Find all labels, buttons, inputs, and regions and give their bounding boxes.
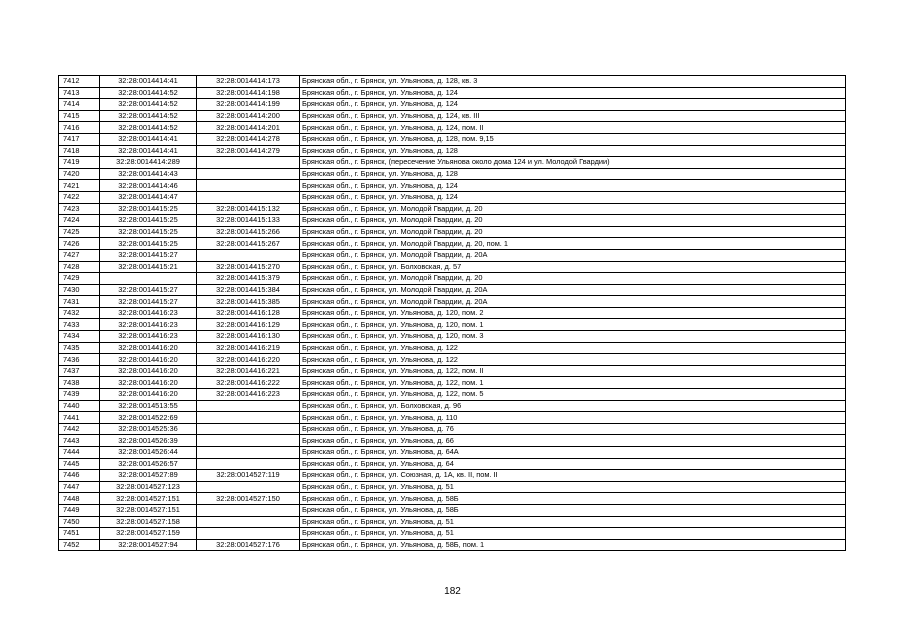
cadastral-number-cell: 32:28:0014416:20 (100, 354, 197, 366)
address-cell: Брянская обл., г. Брянск, ул. Ульянова, д. 128 (300, 168, 846, 180)
cadastral-number-cell: 32:28:0014416:20 (100, 342, 197, 354)
table-row (59, 412, 846, 424)
object-cadastral-number-cell (197, 528, 300, 540)
address-cell: Брянская обл., г. Брянск, ул. Ульянова, д. 51 (300, 528, 846, 540)
row-number-cell: 7421 (59, 180, 100, 192)
row-number-cell: 7427 (59, 249, 100, 261)
row-number-cell: 7417 (59, 133, 100, 145)
cadastral-number-cell (100, 273, 197, 285)
address-cell: Брянская обл., г. Брянск, ул. Ульянова, д. 58Б (300, 493, 846, 505)
table-row (59, 296, 846, 308)
address-cell: Брянская обл., г. Брянск, ул. Ульянова, д. 76 (300, 423, 846, 435)
object-cadastral-number-cell: 32:28:0014415:385 (197, 296, 300, 308)
table-row (59, 389, 846, 401)
object-cadastral-number-cell (197, 191, 300, 203)
table-row (59, 273, 846, 285)
object-cadastral-number-cell: 32:28:0014415:266 (197, 226, 300, 238)
address-cell: Брянская обл., г. Брянск, ул. Ульянова, д. 51 (300, 516, 846, 528)
row-number-cell: 7414 (59, 99, 100, 111)
address-cell: Брянская обл., г. Брянск, ул. Ульянова, д. 124 (300, 99, 846, 111)
table-row (59, 354, 846, 366)
address-cell: Брянская обл., г. Брянск, ул. Ульянова, д. 124 (300, 180, 846, 192)
row-number-cell: 7420 (59, 168, 100, 180)
object-cadastral-number-cell (197, 458, 300, 470)
row-number-cell: 7451 (59, 528, 100, 540)
address-cell: Брянская обл., г. Брянск, ул. Ульянова, д. 64А (300, 447, 846, 459)
cadastral-number-cell: 32:28:0014527:94 (100, 539, 197, 551)
address-cell: Брянская обл., г. Брянск, ул. Ульянова, д. 64 (300, 458, 846, 470)
cadastral-number-cell: 32:28:0014416:20 (100, 389, 197, 401)
address-cell: Брянская обл., г. Брянск, ул. Ульянова, д. 122 (300, 342, 846, 354)
cadastral-number-cell: 32:28:0014526:44 (100, 447, 197, 459)
table-row (59, 122, 846, 134)
row-number-cell: 7441 (59, 412, 100, 424)
table-row (59, 76, 846, 88)
address-cell: Брянская обл., г. Брянск, ул. Ульянова, д. 122 (300, 354, 846, 366)
object-cadastral-number-cell: 32:28:0014416:220 (197, 354, 300, 366)
row-number-cell: 7428 (59, 261, 100, 273)
address-cell: Брянская обл., г. Брянск, ул. Молодой Гвардии, д. 20 (300, 215, 846, 227)
cadastral-number-cell: 32:28:0014414:52 (100, 99, 197, 111)
object-cadastral-number-cell: 32:28:0014414:201 (197, 122, 300, 134)
row-number-cell: 7446 (59, 470, 100, 482)
object-cadastral-number-cell (197, 504, 300, 516)
row-number-cell: 7432 (59, 307, 100, 319)
object-cadastral-number-cell: 32:28:0014416:130 (197, 331, 300, 343)
address-cell: Брянская обл., г. Брянск, ул. Ульянова, д. 122, пом. 5 (300, 389, 846, 401)
row-number-cell: 7423 (59, 203, 100, 215)
address-cell: Брянская обл., г. Брянск, ул. Ульянова, д. 128 (300, 145, 846, 157)
address-cell: Брянская обл., г. Брянск, ул. Ульянова, д. 58Б, пом. 1 (300, 539, 846, 551)
address-cell: Брянская обл., г. Брянск, ул. Молодой Гвардии, д. 20А (300, 296, 846, 308)
object-cadastral-number-cell: 32:28:0014415:267 (197, 238, 300, 250)
table-row (59, 365, 846, 377)
table-row (59, 249, 846, 261)
object-cadastral-number-cell: 32:28:0014415:132 (197, 203, 300, 215)
cadastral-number-cell: 32:28:0014414:52 (100, 110, 197, 122)
address-cell: Брянская обл., г. Брянск, ул. Ульянова, д. 122, пом. II (300, 365, 846, 377)
row-number-cell: 7413 (59, 87, 100, 99)
row-number-cell: 7448 (59, 493, 100, 505)
object-cadastral-number-cell: 32:28:0014527:119 (197, 470, 300, 482)
cadastral-number-cell: 32:28:0014525:36 (100, 423, 197, 435)
cadastral-number-cell: 32:28:0014415:27 (100, 296, 197, 308)
cadastral-number-cell: 32:28:0014414:47 (100, 191, 197, 203)
address-cell: Брянская обл., г. Брянск, ул. Ульянова, д. 110 (300, 412, 846, 424)
row-number-cell: 7422 (59, 191, 100, 203)
row-number-cell: 7449 (59, 504, 100, 516)
cadastral-number-cell: 32:28:0014527:159 (100, 528, 197, 540)
table-row (59, 203, 846, 215)
object-cadastral-number-cell: 32:28:0014416:222 (197, 377, 300, 389)
row-number-cell: 7447 (59, 481, 100, 493)
cadastral-number-cell: 32:28:0014414:46 (100, 180, 197, 192)
page-number: 182 (444, 586, 461, 597)
table-row (59, 435, 846, 447)
address-cell: Брянская обл., г. Брянск, ул. Ульянова, д. 120, пом. 3 (300, 331, 846, 343)
table-row (59, 423, 846, 435)
cadastral-number-cell: 32:28:0014415:25 (100, 226, 197, 238)
cadastral-number-cell: 32:28:0014414:41 (100, 133, 197, 145)
object-cadastral-number-cell (197, 481, 300, 493)
table-row (59, 342, 846, 354)
cadastral-number-cell: 32:28:0014414:52 (100, 122, 197, 134)
row-number-cell: 7430 (59, 284, 100, 296)
object-cadastral-number-cell: 32:28:0014414:279 (197, 145, 300, 157)
cadastral-number-cell: 32:28:0014415:25 (100, 215, 197, 227)
object-cadastral-number-cell: 32:28:0014416:129 (197, 319, 300, 331)
cadastral-number-cell: 32:28:0014414:289 (100, 157, 197, 169)
address-cell: Брянская обл., г. Брянск, ул. Молодой Гвардии, д. 20А (300, 249, 846, 261)
cadastral-number-cell: 32:28:0014527:151 (100, 504, 197, 516)
address-cell: Брянская обл., г. Брянск, ул. Ульянова, д. 128, пом. 9,15 (300, 133, 846, 145)
table-row (59, 168, 846, 180)
address-cell: Брянская обл., г. Брянск, ул. Ульянова, д. 120, пом. 1 (300, 319, 846, 331)
address-cell: Брянская обл., г. Брянск, ул. Ульянова, д. 66 (300, 435, 846, 447)
address-cell: Брянская обл., г. Брянск, ул. Болховская, д. 57 (300, 261, 846, 273)
object-cadastral-number-cell: 32:28:0014415:133 (197, 215, 300, 227)
object-cadastral-number-cell (197, 423, 300, 435)
address-cell: Брянская обл., г. Брянск, ул. Молодой Гвардии, д. 20А (300, 284, 846, 296)
table-row (59, 110, 846, 122)
row-number-cell: 7434 (59, 331, 100, 343)
object-cadastral-number-cell: 32:28:0014416:128 (197, 307, 300, 319)
cadastral-number-cell: 32:28:0014527:158 (100, 516, 197, 528)
object-cadastral-number-cell: 32:28:0014527:150 (197, 493, 300, 505)
address-cell: Брянская обл., г. Брянск, ул. Болховская, д. 96 (300, 400, 846, 412)
cadastral-number-cell: 32:28:0014415:21 (100, 261, 197, 273)
table-row (59, 516, 846, 528)
row-number-cell: 7419 (59, 157, 100, 169)
object-cadastral-number-cell (197, 435, 300, 447)
address-cell: Брянская обл., г. Брянск, ул. Ульянова, д. 58Б (300, 504, 846, 516)
object-cadastral-number-cell: 32:28:0014416:221 (197, 365, 300, 377)
row-number-cell: 7416 (59, 122, 100, 134)
address-cell: Брянская обл., г. Брянск, ул. Молодой Гвардии, д. 20 (300, 273, 846, 285)
row-number-cell: 7439 (59, 389, 100, 401)
table-row (59, 157, 846, 169)
table-row (59, 539, 846, 551)
address-cell: Брянская обл., г. Брянск, ул. Ульянова, д. 124, пом. II (300, 122, 846, 134)
table-row (59, 133, 846, 145)
cadastral-number-cell: 32:28:0014416:20 (100, 365, 197, 377)
table-row (59, 458, 846, 470)
object-cadastral-number-cell (197, 412, 300, 424)
address-cell: Брянская обл., г. Брянск, ул. Ульянова, д. 122, пом. 1 (300, 377, 846, 389)
row-number-cell: 7433 (59, 319, 100, 331)
row-number-cell: 7424 (59, 215, 100, 227)
cadastral-number-cell: 32:28:0014414:43 (100, 168, 197, 180)
object-cadastral-number-cell: 32:28:0014414:198 (197, 87, 300, 99)
address-cell: Брянская обл., г. Брянск, ул. Ульянова, д. 124, кв. III (300, 110, 846, 122)
row-number-cell: 7436 (59, 354, 100, 366)
cadastral-number-cell: 32:28:0014415:25 (100, 203, 197, 215)
address-cell: Брянская обл., г. Брянск, ул. Ульянова, д. 51 (300, 481, 846, 493)
cadastral-number-cell: 32:28:0014416:23 (100, 319, 197, 331)
table-row (59, 319, 846, 331)
cadastral-number-cell: 32:28:0014414:41 (100, 145, 197, 157)
object-cadastral-number-cell (197, 180, 300, 192)
table-row (59, 215, 846, 227)
table-row (59, 145, 846, 157)
table-row (59, 377, 846, 389)
row-number-cell: 7418 (59, 145, 100, 157)
cadastral-number-cell: 32:28:0014527:89 (100, 470, 197, 482)
object-cadastral-number-cell: 32:28:0014414:278 (197, 133, 300, 145)
table-row (59, 284, 846, 296)
cadastral-number-cell: 32:28:0014526:39 (100, 435, 197, 447)
cadastral-number-cell: 32:28:0014415:27 (100, 249, 197, 261)
cadastral-number-cell: 32:28:0014414:52 (100, 87, 197, 99)
cadastral-number-cell: 32:28:0014416:23 (100, 331, 197, 343)
table-row (59, 331, 846, 343)
table-row (59, 400, 846, 412)
cadastral-number-cell: 32:28:0014513:55 (100, 400, 197, 412)
table-row (59, 87, 846, 99)
object-cadastral-number-cell (197, 447, 300, 459)
row-number-cell: 7445 (59, 458, 100, 470)
row-number-cell: 7437 (59, 365, 100, 377)
table-row (59, 180, 846, 192)
cadastral-number-cell: 32:28:0014416:23 (100, 307, 197, 319)
row-number-cell: 7443 (59, 435, 100, 447)
object-cadastral-number-cell: 32:28:0014415:384 (197, 284, 300, 296)
address-cell: Брянская обл., г. Брянск, ул. Союзная, д. 1А, кв. II, пом. II (300, 470, 846, 482)
object-cadastral-number-cell: 32:28:0014414:199 (197, 99, 300, 111)
object-cadastral-number-cell (197, 249, 300, 261)
table-row (59, 493, 846, 505)
row-number-cell: 7452 (59, 539, 100, 551)
object-cadastral-number-cell: 32:28:0014416:223 (197, 389, 300, 401)
cadastral-number-cell: 32:28:0014527:151 (100, 493, 197, 505)
table-row (59, 528, 846, 540)
row-number-cell: 7425 (59, 226, 100, 238)
table-row (59, 226, 846, 238)
table-row (59, 481, 846, 493)
cadastral-number-cell: 32:28:0014527:123 (100, 481, 197, 493)
address-cell: Брянская обл., г. Брянск, ул. Молодой Гвардии, д. 20 (300, 226, 846, 238)
address-cell: Брянская обл., г. Брянск, ул. Ульянова, д. 128, кв. 3 (300, 76, 846, 88)
table-row (59, 504, 846, 516)
row-number-cell: 7442 (59, 423, 100, 435)
cadastral-number-cell: 32:28:0014415:27 (100, 284, 197, 296)
row-number-cell: 7438 (59, 377, 100, 389)
address-cell: Брянская обл., г. Брянск, (пересечение Ульянова около дома 124 и ул. Молодой Гвардии) (300, 157, 846, 169)
row-number-cell: 7440 (59, 400, 100, 412)
row-number-cell: 7444 (59, 447, 100, 459)
table-row (59, 447, 846, 459)
object-cadastral-number-cell (197, 157, 300, 169)
object-cadastral-number-cell: 32:28:0014414:173 (197, 76, 300, 88)
address-cell: Брянская обл., г. Брянск, ул. Молодой Гвардии, д. 20 (300, 203, 846, 215)
address-cell: Брянская обл., г. Брянск, ул. Ульянова, д. 120, пом. 2 (300, 307, 846, 319)
table-row (59, 470, 846, 482)
registry-table-body (59, 76, 846, 551)
object-cadastral-number-cell (197, 400, 300, 412)
row-number-cell: 7435 (59, 342, 100, 354)
object-cadastral-number-cell: 32:28:0014527:176 (197, 539, 300, 551)
object-cadastral-number-cell: 32:28:0014415:270 (197, 261, 300, 273)
row-number-cell: 7450 (59, 516, 100, 528)
table-row (59, 307, 846, 319)
cadastral-number-cell: 32:28:0014526:57 (100, 458, 197, 470)
cadastral-number-cell: 32:28:0014415:25 (100, 238, 197, 250)
registry-table (58, 75, 846, 551)
address-cell: Брянская обл., г. Брянск, ул. Ульянова, д. 124 (300, 191, 846, 203)
object-cadastral-number-cell: 32:28:0014416:219 (197, 342, 300, 354)
table-row (59, 238, 846, 250)
row-number-cell: 7415 (59, 110, 100, 122)
table-row (59, 261, 846, 273)
row-number-cell: 7431 (59, 296, 100, 308)
table-row (59, 99, 846, 111)
cadastral-number-cell: 32:28:0014416:20 (100, 377, 197, 389)
address-cell: Брянская обл., г. Брянск, ул. Молодой Гвардии, д. 20, пом. 1 (300, 238, 846, 250)
object-cadastral-number-cell (197, 516, 300, 528)
cadastral-number-cell: 32:28:0014522:69 (100, 412, 197, 424)
row-number-cell: 7412 (59, 76, 100, 88)
row-number-cell: 7429 (59, 273, 100, 285)
object-cadastral-number-cell (197, 168, 300, 180)
object-cadastral-number-cell: 32:28:0014414:200 (197, 110, 300, 122)
cadastral-number-cell: 32:28:0014414:41 (100, 76, 197, 88)
address-cell: Брянская обл., г. Брянск, ул. Ульянова, д. 124 (300, 87, 846, 99)
object-cadastral-number-cell: 32:28:0014415:379 (197, 273, 300, 285)
table-row (59, 191, 846, 203)
row-number-cell: 7426 (59, 238, 100, 250)
